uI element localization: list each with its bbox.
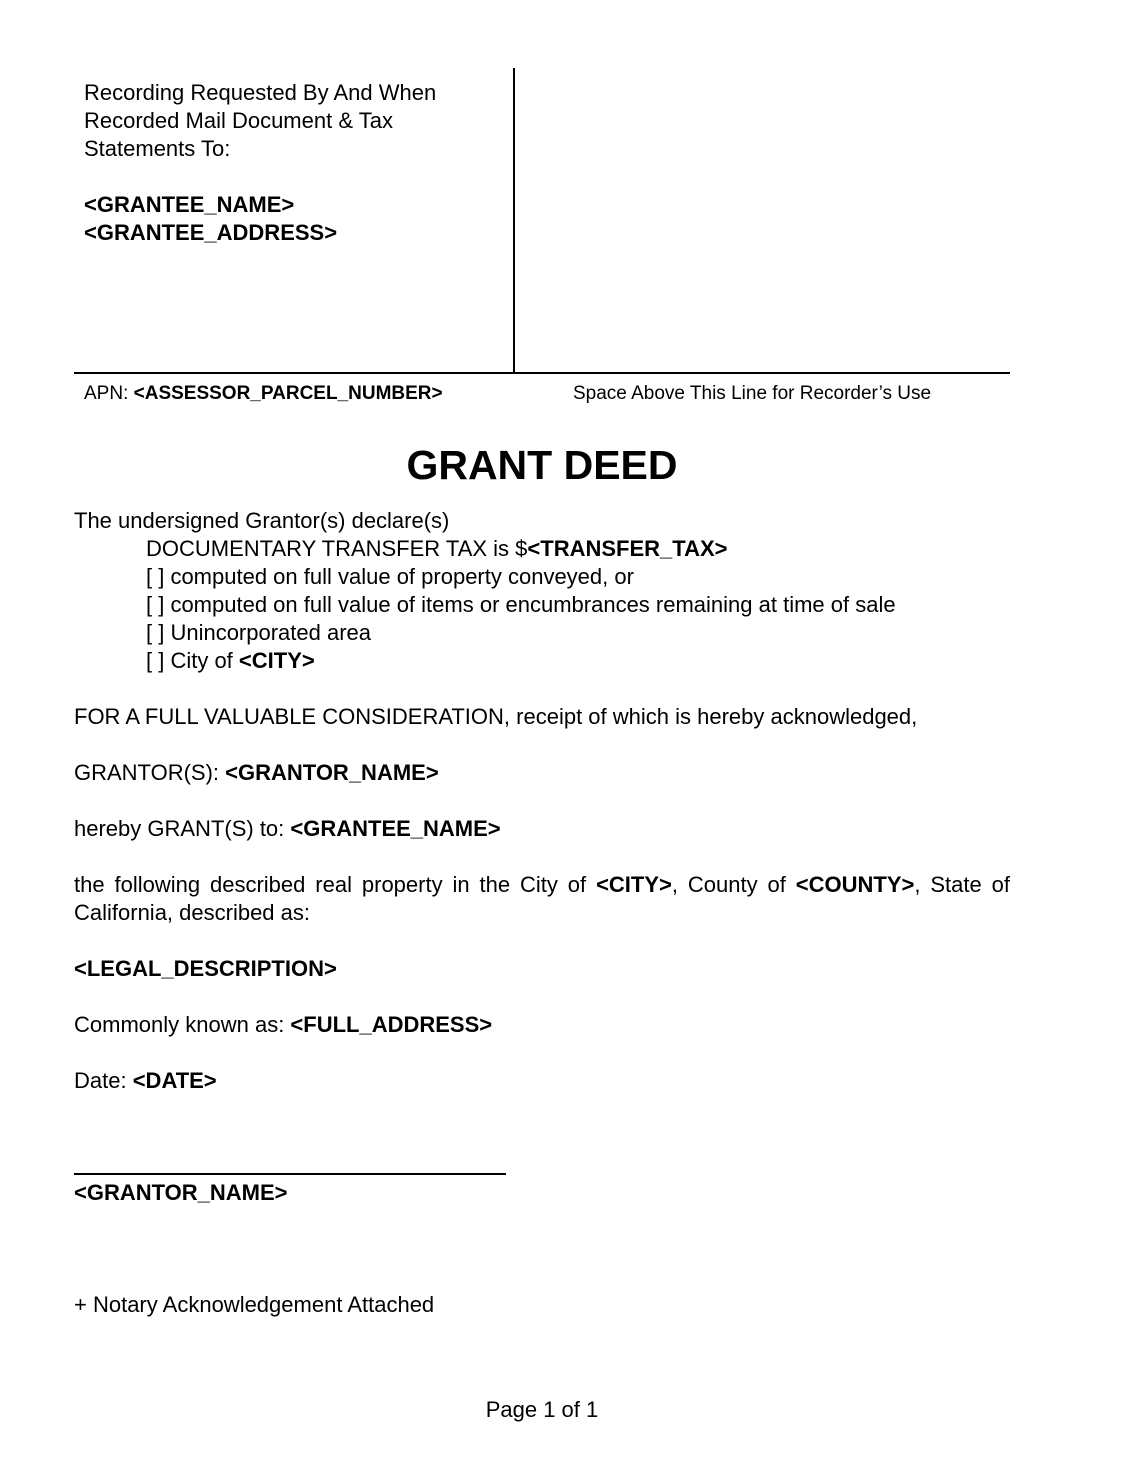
date-line — [74, 1067, 217, 1095]
commonly-known-label: Commonly known as: — [74, 1012, 291, 1037]
grantor-line — [74, 759, 439, 787]
document-title: GRANT DEED — [406, 442, 678, 488]
tax-option-unincorporated: [ ] Unincorporated area — [146, 620, 372, 645]
apn-label: APN: — [84, 383, 134, 404]
transfer-tax-section — [74, 507, 896, 675]
grant-to-line — [74, 815, 501, 843]
grantor-declaration: The undersigned Grantor(s) declare(s) — [74, 508, 450, 533]
tax-option-city — [74, 647, 896, 675]
date-value: <DATE> — [132, 1068, 217, 1093]
grantor-label: GRANTOR(S): — [74, 760, 226, 785]
tax-option-city-label: [ ] City of — [146, 648, 239, 673]
tax-option-encumbrances: [ ] computed on full value of items or encumbrances remaining at time of sale — [146, 592, 896, 617]
grantor-value: <GRANTOR_NAME> — [225, 760, 439, 785]
consideration-statement: FOR A FULL VALUABLE CONSIDERATION, receipt of which is hereby acknowledged, — [74, 704, 918, 729]
recorder-box-vertical-divider — [513, 68, 515, 373]
transfer-tax-label: DOCUMENTARY TRANSFER TAX is $ — [146, 536, 528, 561]
recording-text-line-3: Statements To: — [84, 136, 231, 161]
transfer-tax-value: <TRANSFER_TAX> — [527, 536, 728, 561]
recording-text-line-2: Recorded Mail Document & Tax — [84, 108, 393, 133]
tax-option-full-value: [ ] computed on full value of property conveyed, or — [146, 564, 634, 589]
recording-requested-block — [84, 79, 504, 247]
date-label: Date: — [74, 1068, 133, 1093]
property-city: <CITY> — [596, 872, 672, 897]
apn-value: <ASSESSOR_PARCEL_NUMBER> — [133, 383, 443, 404]
property-text-2: , County of — [671, 872, 796, 897]
blank-line — [84, 163, 504, 191]
apn-line — [84, 382, 443, 406]
commonly-known-line — [74, 1011, 492, 1039]
transfer-tax-line — [74, 535, 896, 563]
grant-to-value: <GRANTEE_NAME> — [290, 816, 501, 841]
notary-note: + Notary Acknowledgement Attached — [74, 1292, 435, 1317]
grant-to-label: hereby GRANT(S) to: — [74, 816, 291, 841]
signature-name: <GRANTOR_NAME> — [74, 1180, 288, 1205]
signature-line — [74, 1173, 506, 1175]
recorder-use-note: Space Above This Line for Recorder’s Use — [573, 383, 932, 404]
recording-text-line-1: Recording Requested By And When — [84, 80, 437, 105]
grantee-name-placeholder: <GRANTEE_NAME> — [84, 192, 295, 217]
property-county: <COUNTY> — [795, 872, 915, 897]
commonly-known-value: <FULL_ADDRESS> — [290, 1012, 493, 1037]
tax-option-city-value: <CITY> — [238, 648, 315, 673]
grantee-address-placeholder: <GRANTEE_ADDRESS> — [84, 220, 338, 245]
property-text-3: , State of California, described as: — [74, 872, 1010, 925]
page-number: Page 1 of 1 — [485, 1397, 599, 1422]
property-description-paragraph — [74, 871, 1010, 927]
legal-description: <LEGAL_DESCRIPTION> — [74, 956, 337, 981]
property-text-1: the following described real property in the City of — [74, 872, 597, 897]
recorder-box-horizontal-divider — [74, 372, 1010, 374]
